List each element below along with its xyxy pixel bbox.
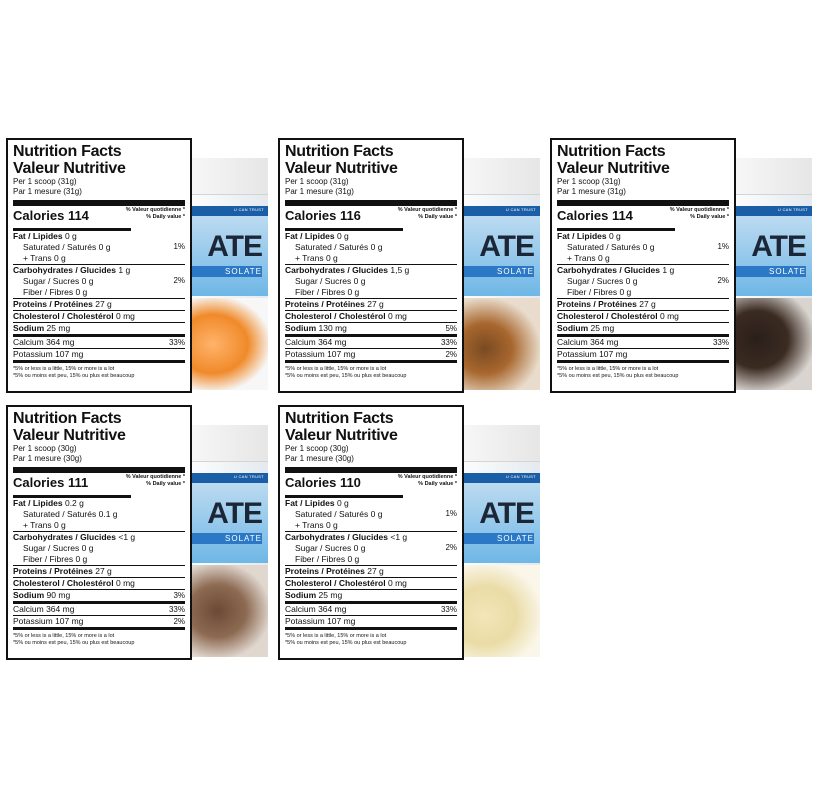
sodium-row: Sodium 25 mg: [285, 590, 343, 600]
fat-group: [13, 498, 185, 532]
calcium-row: Calcium 364 mg 33%: [285, 337, 457, 347]
panel-title-en: Nutrition Facts: [285, 410, 394, 427]
calcium-daily-value: 33%: [168, 605, 185, 614]
cholesterol-group: [13, 311, 185, 323]
footnote-en: *5% or less is a little, 15% or more is a lot: [285, 366, 387, 372]
footnote-fr: *5% ou moins est peu, 15% ou plus est beaucoup: [285, 640, 407, 646]
potassium-group: [285, 349, 457, 363]
footnote-en: *5% or less is a little, 15% or more is a lot: [285, 633, 387, 639]
tub-tagline: U CAN TRUST: [233, 207, 264, 212]
serving-size-en: Per 1 scoop (31g): [557, 177, 621, 186]
serving-size-en: Per 1 scoop (31g): [285, 177, 349, 186]
fiber-row: Fiber / Fibres 0 g: [23, 554, 88, 564]
trans-row: + Trans 0 g: [295, 520, 338, 530]
product-card: [550, 138, 822, 400]
product-card: [278, 405, 550, 667]
calcium-row: Calcium 364 mg 33%: [13, 604, 185, 614]
calcium-group: [557, 337, 729, 349]
daily-value-header: % Valeur quotidienne * % Daily value *: [125, 207, 185, 220]
fat-row: Fat / Lipides 0 g: [557, 231, 621, 241]
calcium-group: [285, 337, 457, 349]
product-card: [278, 138, 550, 400]
fat-daily-value: 1%: [173, 242, 185, 251]
fiber-row: Fiber / Fibres 0 g: [567, 287, 632, 297]
tub-tagline: U CAN TRUST: [233, 474, 264, 479]
cholesterol-group: [285, 578, 457, 590]
tub-subtitle: SOLATE: [720, 266, 806, 277]
cholesterol-row: Cholesterol / Cholestérol 0 mg: [285, 311, 407, 321]
calories-value: Calories 111: [13, 475, 89, 490]
carbs-row: Carbohydrates / Glucides <1 g: [13, 532, 136, 542]
cholesterol-group: [285, 311, 457, 323]
serving-size-en: Per 1 scoop (30g): [13, 444, 77, 453]
fat-row: Fat / Lipides 0 g: [285, 498, 349, 508]
carbs-group: [13, 532, 185, 566]
saturated-row: Saturated / Saturés 0 g: [295, 509, 383, 519]
carbs-daily-value: 2%: [445, 543, 457, 552]
calories-row: [13, 467, 185, 495]
sodium-group: [13, 590, 185, 604]
tub-subtitle: SOLATE: [448, 266, 534, 277]
fat-row: Fat / Lipides 0 g: [13, 231, 77, 241]
tub-subtitle: SOLATE: [448, 533, 534, 544]
calories-row: [285, 200, 457, 228]
calcium-group: [13, 604, 185, 616]
sodium-row: Sodium 130 mg 5%: [285, 323, 457, 333]
product-card: [6, 138, 278, 400]
cholesterol-row: Cholesterol / Cholestérol 0 mg: [13, 311, 135, 321]
fat-group: [285, 231, 457, 265]
protein-group: [13, 299, 185, 311]
protein-row: Proteins / Protéines 27 g: [557, 299, 656, 309]
fat-daily-value: 1%: [445, 509, 457, 518]
serving-size-en: Per 1 scoop (31g): [13, 177, 77, 186]
cholesterol-row: Cholesterol / Cholestérol 0 mg: [285, 578, 407, 588]
tub-tagline: U CAN TRUST: [777, 207, 808, 212]
potassium-group: [557, 349, 729, 363]
calories-row: [13, 200, 185, 228]
sodium-row: Sodium 25 mg: [13, 323, 71, 333]
footnote: [13, 630, 185, 647]
potassium-group: [13, 616, 185, 630]
carbs-daily-value: 2%: [173, 276, 185, 285]
trans-row: + Trans 0 g: [23, 520, 66, 530]
footnote-fr: *5% ou moins est peu, 15% ou plus est beaucoup: [557, 373, 679, 379]
tub-brand-text: ATE: [751, 230, 806, 263]
sodium-group: [13, 323, 185, 337]
potassium-group: [13, 349, 185, 363]
footnote-en: *5% or less is a little, 15% or more is a lot: [557, 366, 659, 372]
carbs-group: [557, 265, 729, 299]
protein-group: [285, 566, 457, 578]
tub-brand-text: ATE: [479, 497, 534, 530]
sodium-daily-value: 5%: [445, 324, 457, 333]
sodium-group: [557, 323, 729, 337]
sodium-row: Sodium 25 mg: [557, 323, 615, 333]
trans-row: + Trans 0 g: [23, 253, 66, 263]
sodium-group: [285, 323, 457, 337]
calcium-daily-value: 33%: [168, 338, 185, 347]
tub-tagline: U CAN TRUST: [505, 474, 536, 479]
carbs-row: Carbohydrates / Glucides 1 g: [557, 265, 675, 275]
footnote-fr: *5% ou moins est peu, 15% ou plus est beaucoup: [13, 640, 135, 646]
footnote: [557, 363, 729, 380]
trans-row: + Trans 0 g: [295, 253, 338, 263]
potassium-row: Potassium 107 mg: [285, 616, 356, 626]
potassium-daily-value: 2%: [173, 617, 185, 626]
sodium-daily-value: 3%: [173, 591, 185, 600]
footnote: [285, 363, 457, 380]
carbs-group: [13, 265, 185, 299]
potassium-daily-value: 2%: [445, 350, 457, 359]
daily-value-header: % Valeur quotidienne * % Daily value *: [125, 474, 185, 487]
tub-subtitle: SOLATE: [176, 266, 262, 277]
fat-group: [13, 231, 185, 265]
tub-tagline: U CAN TRUST: [505, 207, 536, 212]
protein-row: Proteins / Protéines 27 g: [13, 566, 112, 576]
panel-title-en: Nutrition Facts: [285, 143, 394, 160]
fat-row: Fat / Lipides 0 g: [285, 231, 349, 241]
calories-row: [557, 200, 729, 228]
product-card: [6, 405, 278, 667]
panel-title-en: Nutrition Facts: [13, 410, 122, 427]
protein-group: [13, 566, 185, 578]
tub-subtitle: SOLATE: [176, 533, 262, 544]
serving-size-fr: Par 1 mesure (31g): [285, 187, 354, 196]
carbs-daily-value: 2%: [717, 276, 729, 285]
panel-title-fr: Valeur Nutritive: [285, 160, 398, 177]
carbs-row: Carbohydrates / Glucides 1,5 g: [285, 265, 410, 275]
protein-group: [285, 299, 457, 311]
daily-value-header: % Valeur quotidienne * % Daily value *: [397, 474, 457, 487]
footnote-fr: *5% ou moins est peu, 15% ou plus est beaucoup: [285, 373, 407, 379]
fiber-row: Fiber / Fibres 0 g: [295, 554, 360, 564]
serving-size-en: Per 1 scoop (30g): [285, 444, 349, 453]
nutrition-facts-panel: [6, 138, 192, 393]
sugar-row: Sugar / Sucres 0 g: [23, 543, 94, 553]
tub-brand-text: ATE: [207, 230, 262, 263]
nutrition-facts-panel: [278, 405, 464, 660]
saturated-row: Saturated / Saturés 0 g: [295, 242, 383, 252]
calcium-row: Calcium 364 mg 33%: [13, 337, 185, 347]
cholesterol-row: Cholesterol / Cholestérol 0 mg: [13, 578, 135, 588]
calories-value: Calories 116: [285, 208, 361, 223]
fat-daily-value: 1%: [717, 242, 729, 251]
sodium-row: Sodium 90 mg 3%: [13, 590, 185, 600]
trans-row: + Trans 0 g: [567, 253, 610, 263]
fat-group: [285, 498, 457, 532]
protein-row: Proteins / Protéines 27 g: [285, 566, 384, 576]
panel-title-fr: Valeur Nutritive: [13, 427, 126, 444]
calcium-row: Calcium 364 mg 33%: [557, 337, 729, 347]
fiber-row: Fiber / Fibres 0 g: [23, 287, 88, 297]
fiber-row: Fiber / Fibres 0 g: [295, 287, 360, 297]
serving-size-fr: Par 1 mesure (30g): [285, 454, 354, 463]
sugar-row: Sugar / Sucres 0 g: [295, 276, 366, 286]
panel-title-en: Nutrition Facts: [557, 143, 666, 160]
nutrition-facts-panel: [278, 138, 464, 393]
sodium-group: [285, 590, 457, 604]
potassium-row: Potassium 107 mg: [557, 349, 628, 359]
saturated-row: Saturated / Saturés 0 g: [567, 242, 655, 252]
tub-brand-text: ATE: [207, 497, 262, 530]
calories-value: Calories 110: [285, 475, 361, 490]
protein-row: Proteins / Protéines 27 g: [285, 299, 384, 309]
cholesterol-row: Cholesterol / Cholestérol 0 mg: [557, 311, 679, 321]
tub-brand-text: ATE: [479, 230, 534, 263]
daily-value-header: % Valeur quotidienne * % Daily value *: [669, 207, 729, 220]
serving-size-fr: Par 1 mesure (31g): [557, 187, 626, 196]
cholesterol-group: [13, 578, 185, 590]
saturated-row: Saturated / Saturés 0 g: [23, 242, 111, 252]
footnote: [285, 630, 457, 647]
carbs-row: Carbohydrates / Glucides <1 g: [285, 532, 408, 542]
protein-group: [557, 299, 729, 311]
nutrition-facts-panel: [550, 138, 736, 393]
potassium-group: [285, 616, 457, 630]
daily-value-header: % Valeur quotidienne * % Daily value *: [397, 207, 457, 220]
potassium-row: Potassium 107 mg: [13, 349, 84, 359]
calories-value: Calories 114: [13, 208, 89, 223]
calories-row: [285, 467, 457, 495]
panel-title-fr: Valeur Nutritive: [557, 160, 670, 177]
footnote-fr: *5% ou moins est peu, 15% ou plus est beaucoup: [13, 373, 135, 379]
calcium-daily-value: 33%: [712, 338, 729, 347]
carbs-group: [285, 265, 457, 299]
calcium-daily-value: 33%: [440, 338, 457, 347]
calcium-row: Calcium 364 mg 33%: [285, 604, 457, 614]
carbs-row: Carbohydrates / Glucides 1 g: [13, 265, 131, 275]
potassium-row: Potassium 107 mg 2%: [13, 616, 185, 626]
fat-group: [557, 231, 729, 265]
calories-value: Calories 114: [557, 208, 633, 223]
sugar-row: Sugar / Sucres 0 g: [567, 276, 638, 286]
nutrition-facts-panel: [6, 405, 192, 660]
carbs-group: [285, 532, 457, 566]
fat-row: Fat / Lipides 0.2 g: [13, 498, 84, 508]
protein-row: Proteins / Protéines 27 g: [13, 299, 112, 309]
calcium-group: [13, 337, 185, 349]
sugar-row: Sugar / Sucres 0 g: [23, 276, 94, 286]
cholesterol-group: [557, 311, 729, 323]
potassium-row: Potassium 107 mg 2%: [285, 349, 457, 359]
saturated-row: Saturated / Saturés 0.1 g: [23, 509, 118, 519]
footnote-en: *5% or less is a little, 15% or more is a lot: [13, 366, 115, 372]
sugar-row: Sugar / Sucres 0 g: [295, 543, 366, 553]
serving-size-fr: Par 1 mesure (30g): [13, 454, 82, 463]
calcium-daily-value: 33%: [440, 605, 457, 614]
footnote: [13, 363, 185, 380]
panel-title-fr: Valeur Nutritive: [13, 160, 126, 177]
calcium-group: [285, 604, 457, 616]
serving-size-fr: Par 1 mesure (31g): [13, 187, 82, 196]
panel-title-en: Nutrition Facts: [13, 143, 122, 160]
footnote-en: *5% or less is a little, 15% or more is a lot: [13, 633, 115, 639]
panel-title-fr: Valeur Nutritive: [285, 427, 398, 444]
